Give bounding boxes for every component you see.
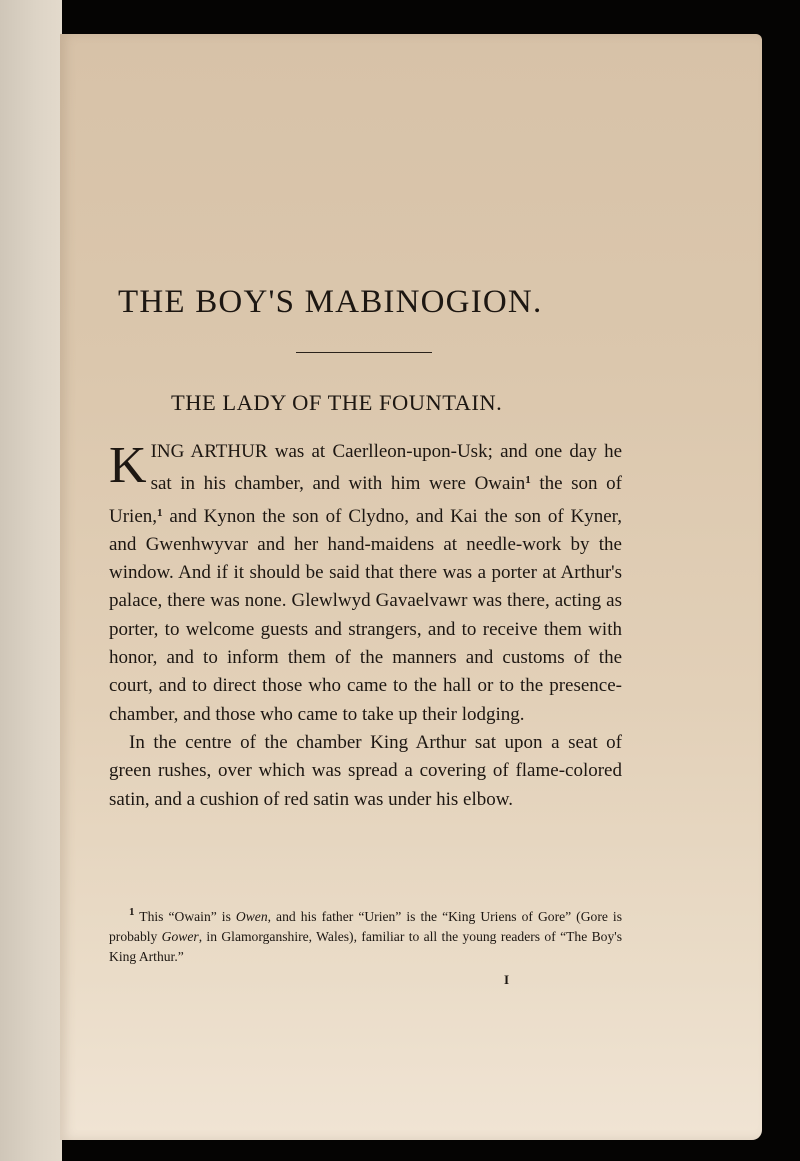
- title-divider-rule: [296, 352, 432, 353]
- paragraph-1-text-c: and Kynon the son of Clydno, and Kai the son of Kyner, and Gwenhwyvar and her hand-maidens at needle-work by the window. And if it should be said that there was a porter at Arthur's palace, there was none. Glewlwyd Gavaelvawr was there, acting as porter, to welcome guests and strangers, and to receive them with honor, and to inform them of the manners and customs of the court, and to direct those who came to the hall or to the presence-chamber, and those who came to take up their lodging.: [109, 505, 622, 725]
- footnote-italic-owen: Owen: [235, 909, 268, 924]
- footnote-part-3: , in Glamorganshire, Wales), familiar to all the young readers of “The Boy's King Arthur.”: [109, 929, 622, 964]
- footnote-italic-gower: Gower: [161, 929, 199, 944]
- footnote-text: [109, 902, 622, 967]
- paragraph-1: [109, 438, 622, 729]
- footnote-marker: 1: [157, 506, 163, 519]
- footnote-part-2: , and his father “Urien” is the “King Uriens of Gore” (Gore is probably: [109, 909, 622, 944]
- left-page-edge: [0, 0, 62, 1161]
- drop-cap: K: [109, 437, 147, 494]
- footnote-number: 1: [129, 906, 135, 918]
- book-title: THE BOY'S MABINOGION.: [118, 284, 543, 320]
- page-number: I: [504, 972, 510, 987]
- body-text: [109, 438, 622, 814]
- book-page: [60, 34, 762, 1140]
- chapter-title: THE LADY OF THE FOUNTAIN.: [171, 390, 503, 415]
- paragraph-1-text-a: ING ARTHUR was at Caerlleon-upon-Usk; and one day he sat in his chamber, and with him were Owain: [150, 441, 622, 495]
- footnote-part-1: This “Owain” is: [134, 909, 236, 924]
- footnote: [109, 902, 622, 967]
- footnote-marker: 1: [525, 474, 531, 487]
- paragraph-1-text-b: the son of Urien,: [109, 473, 622, 527]
- paragraph-2: In the centre of the chamber King Arthur sat upon a seat of green rushes, over which was spread a covering of flame-colored satin, and a cushion of red satin was under his elbow.: [109, 731, 622, 810]
